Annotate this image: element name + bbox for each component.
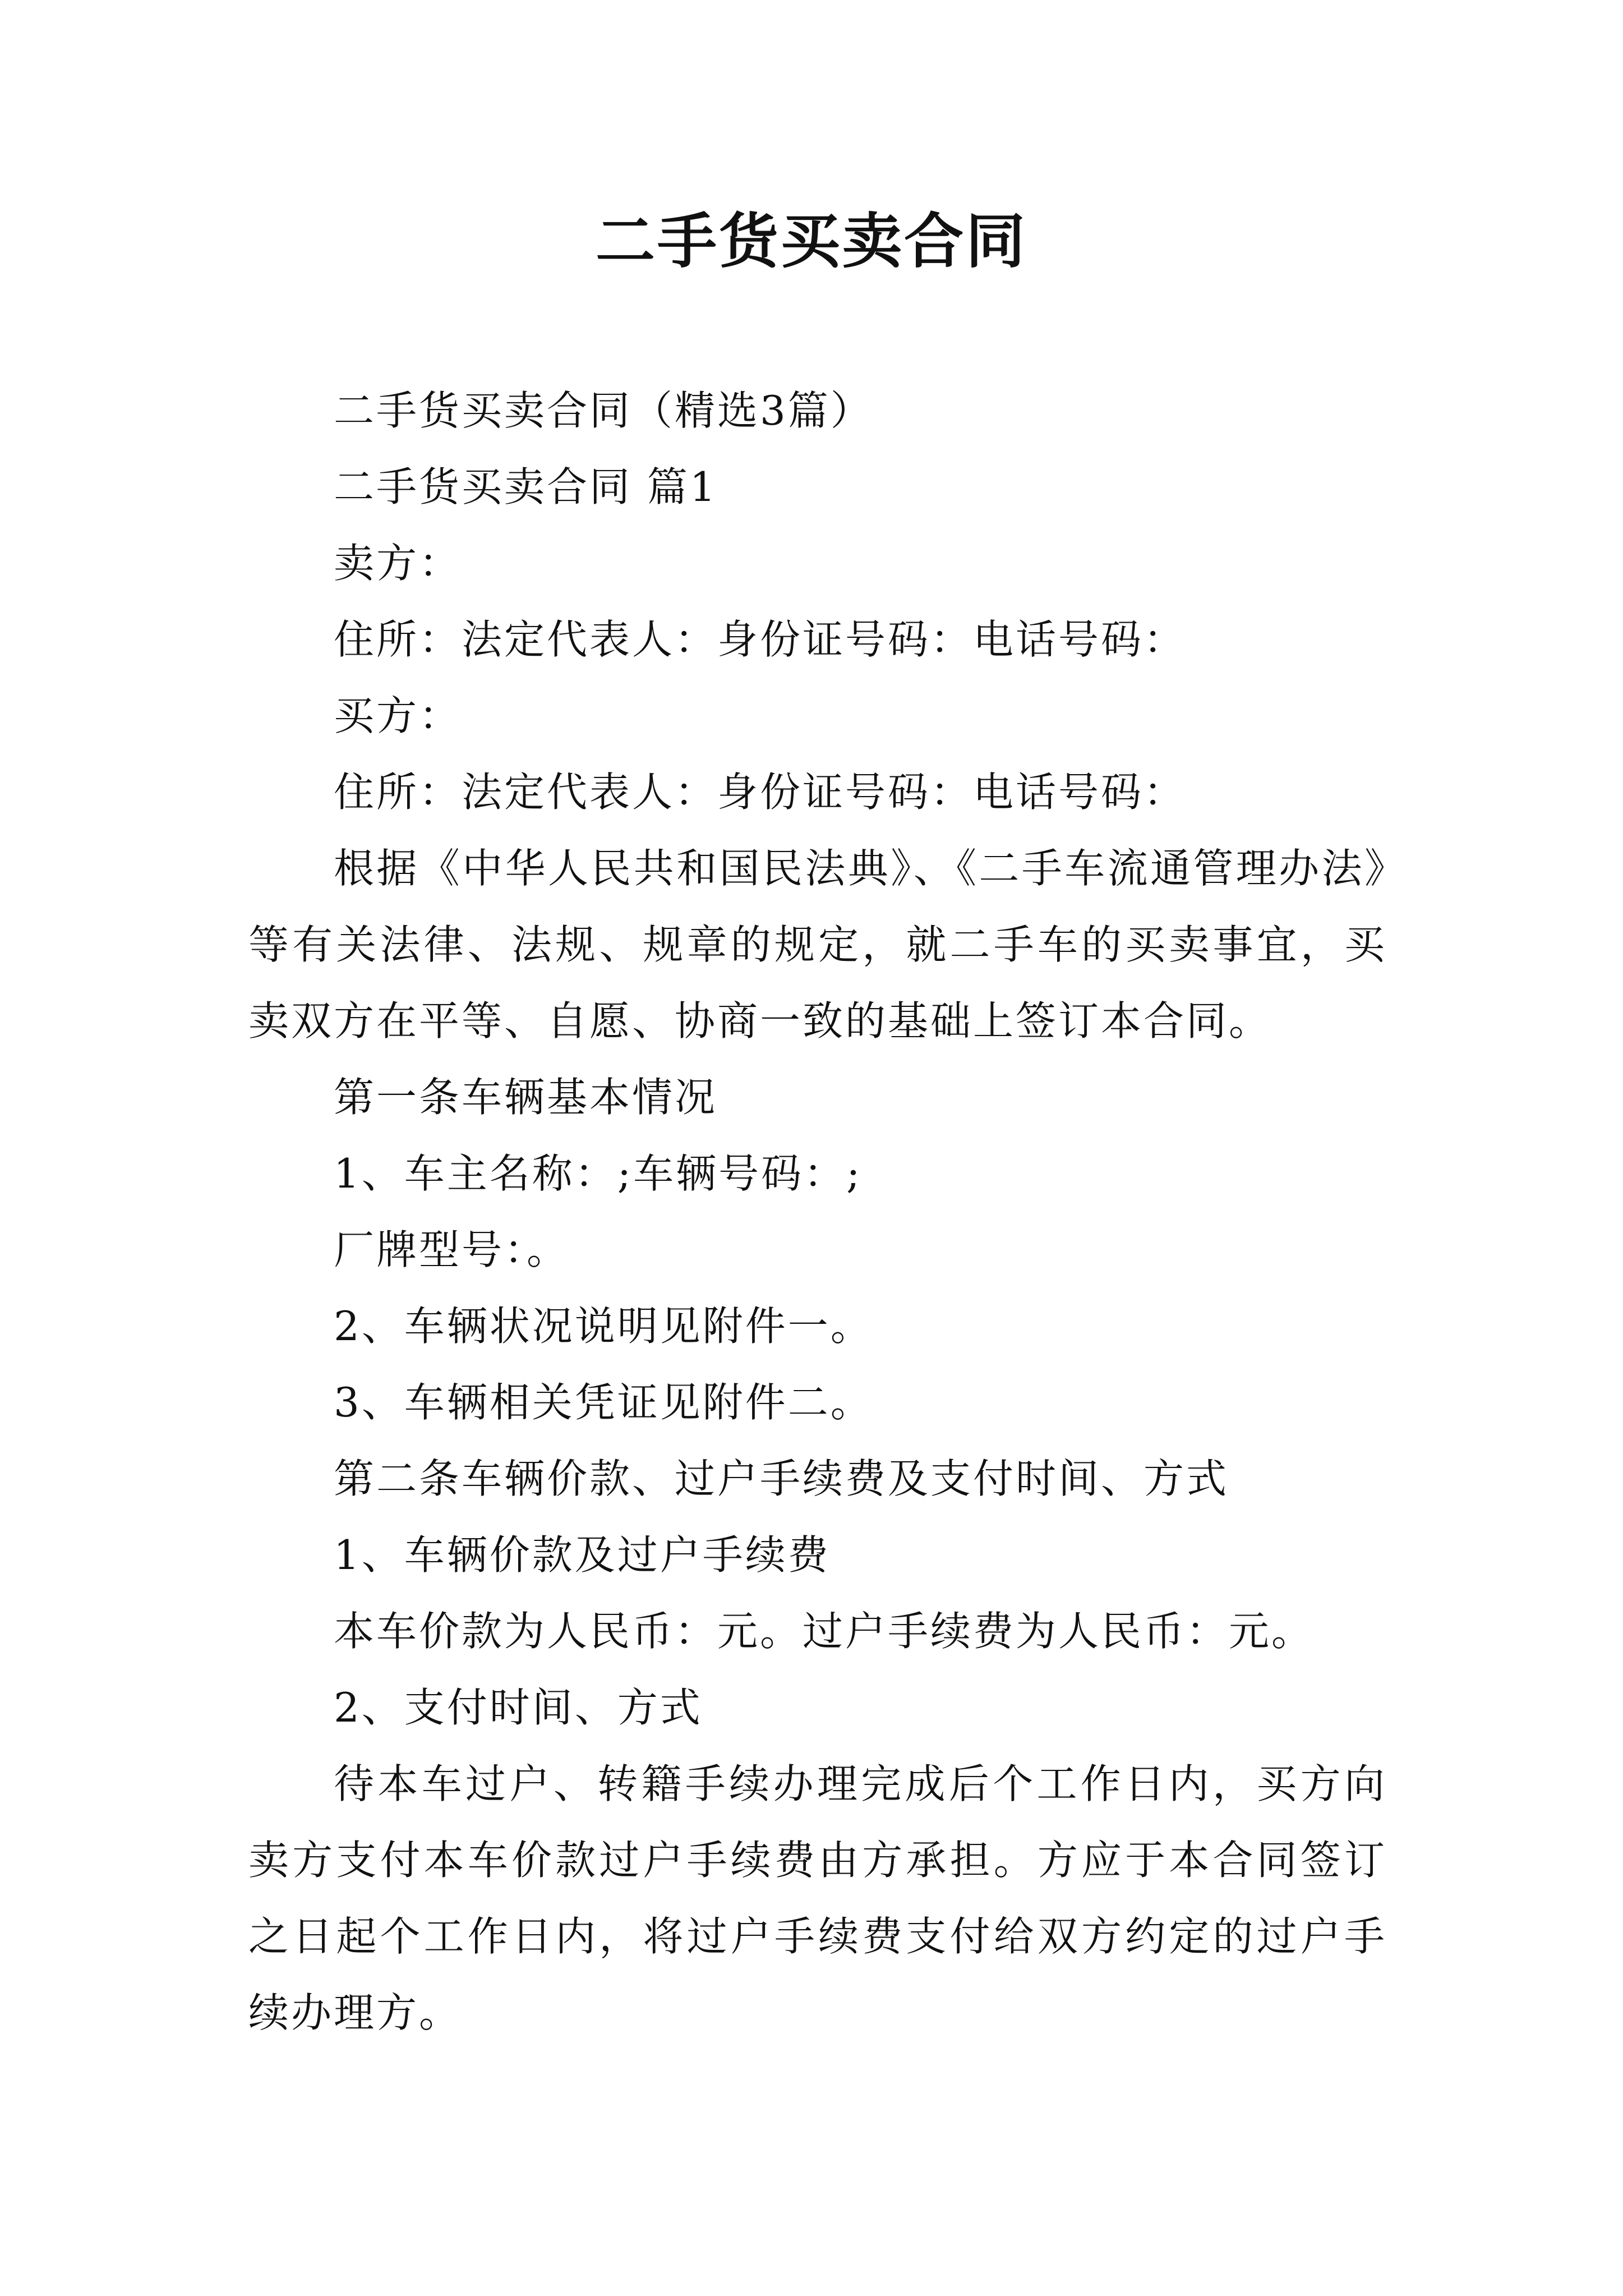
article-1-item-3: 3、车辆相关凭证见附件二。 [334,1379,873,1426]
buyer-address-line: 住所：法定代表人：身份证号码：电话号码： [334,769,1187,816]
article-1-item-1: 1、车主名称：;车辆号码：; [334,1150,863,1197]
seller-address-line: 住所：法定代表人：身份证号码：电话号码： [334,616,1187,663]
article-1-item-2: 2、车辆状况说明见附件一。 [334,1303,873,1350]
document-title: 二手货买卖合同 [596,206,1027,276]
preamble-paragraph: 根据《中华人民共和国民法典》、《二手车流通管理办法》等有关法律、法规、规章的规定，就二手车的买卖事宜，买卖双方在平等、自愿、协商一致的基础上签订本合同。 [248,845,1387,1045]
document-body [248,372,1387,2051]
contract-heading: 二手货买卖合同 篇1 [334,463,718,510]
seller-line: 卖方： [334,540,462,587]
price-line: 本车价款为人民币：元。过户手续费为人民币：元。 [334,1608,1315,1655]
article-1-model-line: 厂牌型号：。 [334,1226,570,1273]
article-1-heading: 第一条车辆基本情况 [334,1074,718,1121]
payment-paragraph: 待本车过户、转籍手续办理完成后个工作日内，买方向卖方支付本车价款过户手续费由方承担。方应于本合同签订之日起个工作日内，将过户手续费支付给双方约定的过户手续办理方。 [248,1760,1387,2036]
article-2-item-1: 1、车辆价款及过户手续费 [334,1531,831,1579]
article-2-heading: 第二条车辆价款、过户手续费及支付时间、方式 [334,1455,1229,1502]
article-2-item-2: 2、支付时间、方式 [334,1684,703,1731]
collection-heading: 二手货买卖合同（精选3篇） [334,387,873,434]
buyer-line: 买方： [334,692,462,739]
